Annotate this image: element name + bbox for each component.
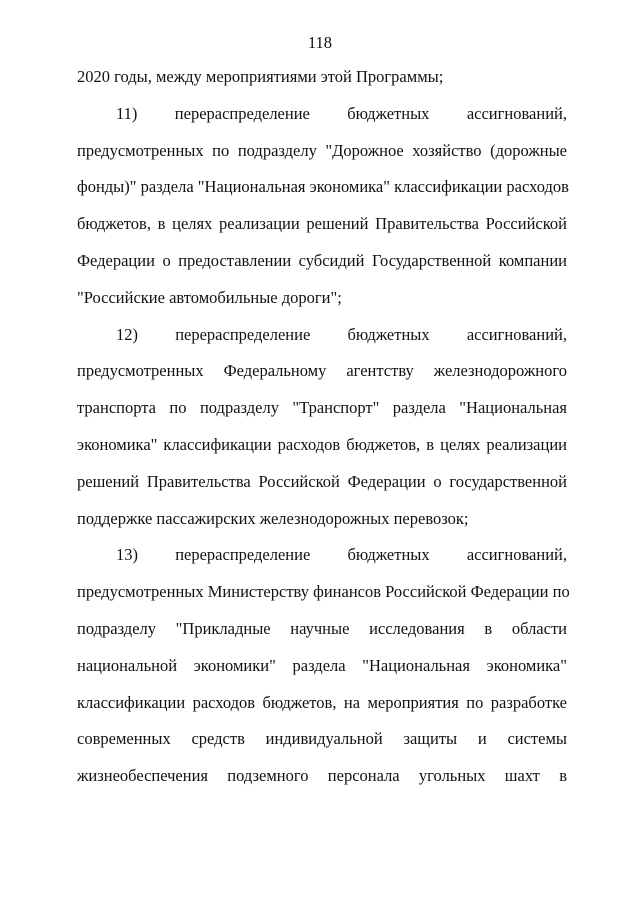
text-line: 13) перераспределение бюджетных ассигнований, — [116, 545, 567, 565]
text-line: бюджетов, в целях реализации решений Правительства Российской — [77, 214, 567, 234]
text-line: 12) перераспределение бюджетных ассигнований, — [116, 324, 567, 344]
text-line: решений Правительства Российской Федерации о государственной — [77, 471, 567, 491]
text-line: "Российские автомобильные дороги"; — [77, 287, 342, 307]
page-number: 118 — [307, 33, 333, 52]
text-line: предусмотренных по подразделу "Дорожное хозяйство (дорожные — [77, 140, 567, 160]
text-line: 2020 годы, между мероприятиями этой Программы; — [77, 67, 444, 86]
text-line: Федерации о предоставлении субсидий Государственной компании — [77, 251, 567, 270]
text-line: экономика" классификации расходов бюджетов, в целях реализации — [77, 435, 567, 454]
text-line: 11) перераспределение бюджетных ассигнований, — [116, 103, 567, 123]
text-line: фонды)" раздела "Национальная экономика" классификации расходов — [77, 177, 569, 197]
text-line: национальной экономики" раздела "Национальная экономика" — [77, 655, 567, 675]
text-line: жизнеобеспечения подземного персонала угольных шахт в — [77, 766, 567, 786]
text-line: современных средств индивидуальной защиты и системы — [77, 729, 567, 749]
text-line: подразделу "Прикладные научные исследования в области — [77, 619, 567, 638]
text-line: классификации расходов бюджетов, на мероприятия по разработке — [77, 692, 567, 712]
text-line: предусмотренных Федеральному агентству железнодорожного — [77, 361, 567, 381]
text-line: транспорта по подразделу "Транспорт" раздела "Национальная — [77, 398, 567, 418]
text-line: предусмотренных Министерству финансов Российской Федерации по — [77, 582, 570, 602]
text-line: поддержке пассажирских железнодорожных перевозок; — [77, 508, 469, 528]
